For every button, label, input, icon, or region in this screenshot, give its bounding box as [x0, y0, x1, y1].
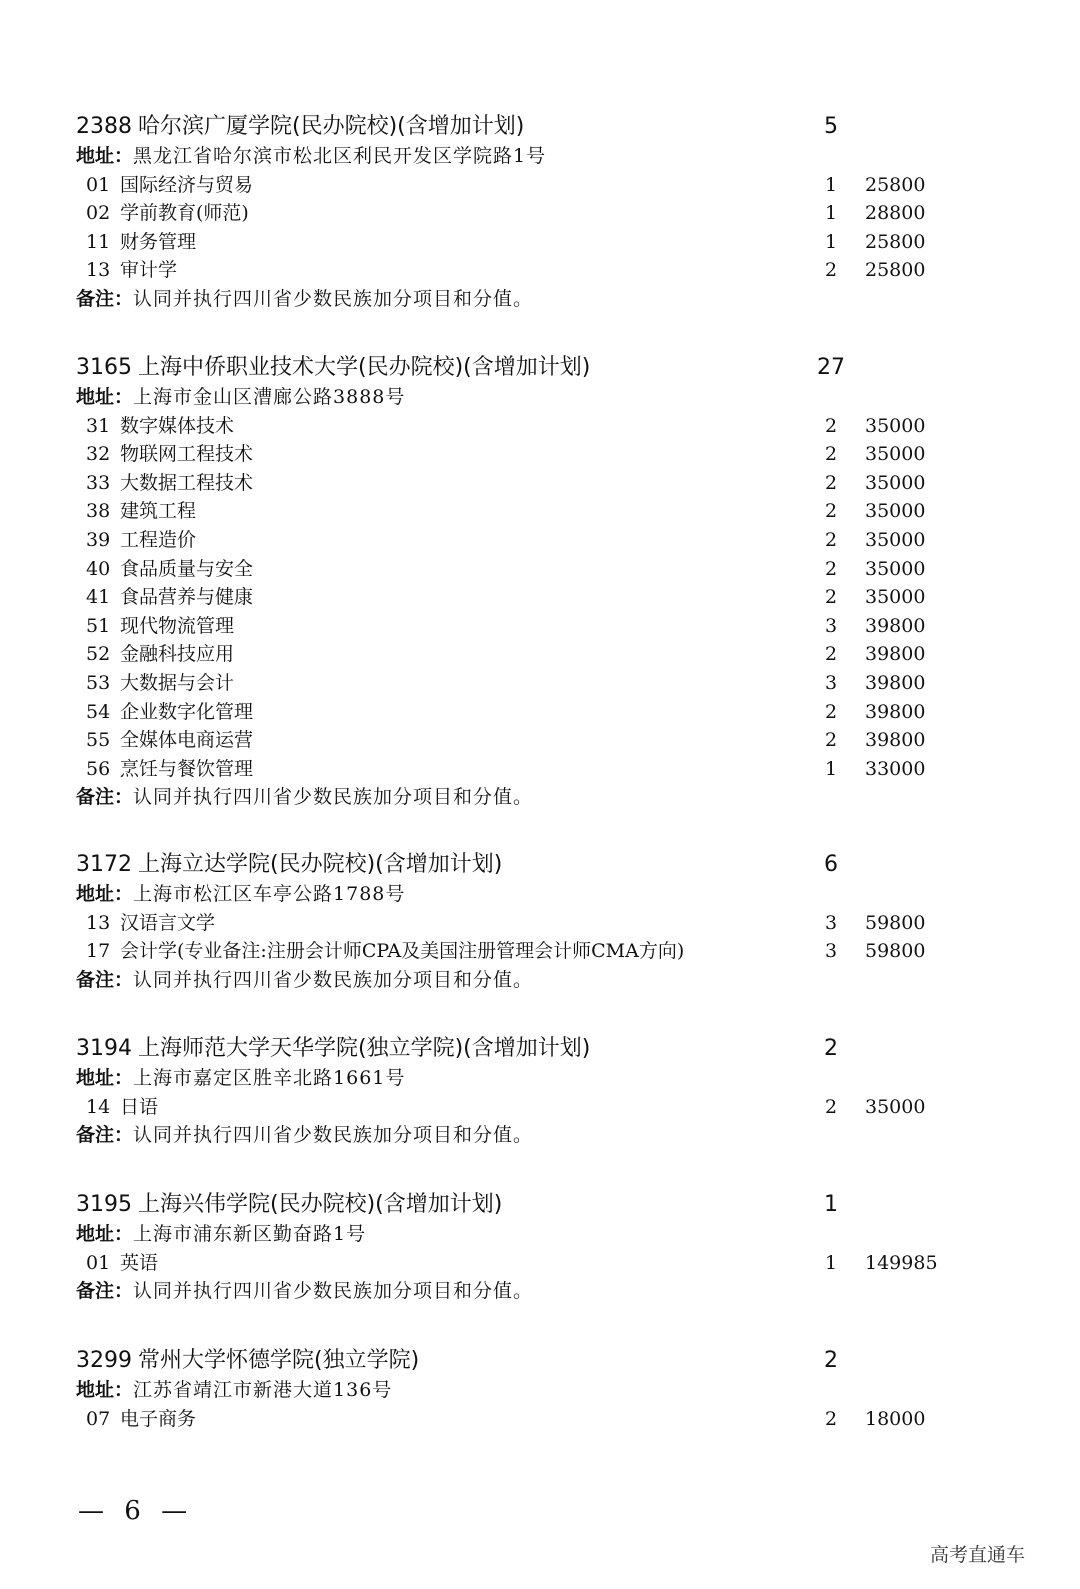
school-header [76, 112, 976, 142]
major-row [76, 412, 976, 441]
major-tuition: 35000 [865, 471, 926, 494]
major-name: 企业数字化管理 [120, 700, 254, 723]
address-label: 地址： [76, 1067, 134, 1089]
major-row [76, 909, 976, 938]
school-header [76, 353, 976, 383]
school-plan-total: 6 [824, 852, 838, 877]
address-label: 地址： [76, 386, 134, 408]
note-label: 备注： [76, 1280, 134, 1303]
major-plan-count: 2 [824, 700, 838, 723]
address-value: 上海市嘉定区胜辛北路1661号 [133, 1067, 406, 1089]
major-plan-count: 2 [824, 528, 838, 551]
address-label: 地址： [76, 1223, 134, 1245]
major-plan-count: 1 [824, 757, 838, 780]
major-name: 工程造价 [120, 528, 197, 551]
school-header [76, 1346, 976, 1376]
major-code: 13 [86, 259, 111, 282]
major-tuition: 35000 [865, 586, 926, 609]
major-code: 13 [86, 911, 111, 934]
school-note [76, 966, 976, 995]
major-plan-count: 1 [824, 173, 838, 196]
school-note [76, 1277, 976, 1306]
note-label: 备注： [76, 968, 134, 991]
major-code: 14 [86, 1095, 111, 1118]
major-row [76, 612, 976, 641]
school-address [76, 383, 976, 412]
major-tuition: 35000 [865, 414, 926, 437]
major-code: 07 [86, 1407, 111, 1430]
major-code: 32 [86, 443, 111, 466]
major-row [76, 526, 976, 555]
major-row [76, 1405, 976, 1434]
address-label: 地址： [76, 883, 134, 905]
major-name: 烹饪与餐饮管理 [120, 757, 254, 780]
major-tuition: 25800 [865, 230, 926, 253]
major-plan-count: 2 [824, 443, 838, 466]
major-name: 英语 [120, 1251, 159, 1274]
note-value: 认同并执行四川省少数民族加分项目和分值。 [133, 968, 534, 991]
school-block [76, 1346, 976, 1433]
major-tuition: 39800 [865, 671, 926, 694]
major-code: 55 [86, 729, 111, 752]
major-name: 物联网工程技术 [120, 443, 254, 466]
major-plan-count: 2 [824, 586, 838, 609]
major-plan-count: 2 [824, 414, 838, 437]
school-address [76, 1220, 976, 1249]
major-code: 56 [86, 757, 111, 780]
major-tuition: 59800 [865, 911, 926, 934]
major-name: 日语 [120, 1095, 159, 1118]
major-tuition: 35000 [865, 557, 926, 580]
major-tuition: 25800 [865, 259, 926, 282]
school-name: 上海立达学院(民办院校)(含增加计划) [138, 852, 503, 877]
major-tuition: 35000 [865, 1095, 926, 1118]
major-tuition: 33000 [865, 757, 926, 780]
school-block [76, 850, 976, 994]
major-code: 53 [86, 671, 111, 694]
major-tuition: 18000 [865, 1407, 926, 1430]
major-code: 39 [86, 528, 111, 551]
major-name: 大数据与会计 [120, 671, 235, 694]
school-block [76, 353, 976, 812]
major-code: 17 [86, 940, 111, 963]
address-value: 上海市松江区车亭公路1788号 [133, 883, 406, 905]
school-address [76, 1376, 976, 1405]
note-label: 备注： [76, 1124, 134, 1147]
major-tuition: 25800 [865, 173, 926, 196]
major-tuition: 35000 [865, 528, 926, 551]
major-plan-count: 2 [824, 557, 838, 580]
address-value: 上海市浦东新区勤奋路1号 [133, 1223, 367, 1245]
major-name: 食品营养与健康 [120, 586, 254, 609]
major-plan-count: 2 [824, 1095, 838, 1118]
major-row [76, 199, 976, 228]
school-address [76, 880, 976, 909]
school-header [76, 850, 976, 880]
school-note [76, 285, 976, 314]
major-row [76, 497, 976, 526]
major-name: 食品质量与安全 [120, 557, 254, 580]
school-block [76, 112, 976, 314]
major-plan-count: 3 [824, 911, 838, 934]
major-name: 会计学(专业备注:注册会计师CPA及美国注册管理会计师CMA方向) [120, 940, 685, 963]
major-row [76, 228, 976, 257]
major-tuition: 35000 [865, 443, 926, 466]
address-value: 江苏省靖江市新港大道136号 [133, 1379, 393, 1401]
major-plan-count: 2 [824, 259, 838, 282]
major-plan-count: 3 [824, 671, 838, 694]
watermark-text: 高考直通车 [930, 1544, 1026, 1566]
major-name: 金融科技应用 [120, 643, 235, 666]
school-plan-total: 1 [824, 1192, 838, 1217]
major-row [76, 440, 976, 469]
school-code: 3172 [76, 852, 132, 877]
major-plan-count: 1 [824, 230, 838, 253]
school-plan-total: 27 [817, 355, 845, 380]
school-name: 常州大学怀德学院(独立学院) [138, 1348, 420, 1373]
major-row [76, 583, 976, 612]
major-code: 51 [86, 614, 111, 637]
major-code: 01 [86, 173, 111, 196]
major-plan-count: 2 [824, 471, 838, 494]
school-name: 上海师范大学天华学院(独立学院)(含增加计划) [138, 1036, 591, 1061]
note-value: 认同并执行四川省少数民族加分项目和分值。 [133, 1280, 534, 1303]
major-row [76, 256, 976, 285]
major-tuition: 39800 [865, 729, 926, 752]
major-code: 40 [86, 557, 111, 580]
school-plan-total: 2 [824, 1348, 838, 1373]
note-label: 备注： [76, 786, 134, 809]
major-tuition: 39800 [865, 700, 926, 723]
major-plan-count: 3 [824, 940, 838, 963]
major-tuition: 35000 [865, 500, 926, 523]
school-header [76, 1034, 976, 1064]
major-code: 52 [86, 643, 111, 666]
major-row [76, 755, 976, 784]
page-number: — 6 — [78, 1496, 194, 1526]
school-name: 哈尔滨广厦学院(民办院校)(含增加计划) [138, 114, 525, 139]
school-code: 2388 [76, 114, 132, 139]
major-code: 54 [86, 700, 111, 723]
major-name: 电子商务 [120, 1407, 197, 1430]
note-label: 备注： [76, 287, 134, 310]
note-value: 认同并执行四川省少数民族加分项目和分值。 [133, 1124, 534, 1147]
major-row [76, 937, 976, 966]
note-value: 认同并执行四川省少数民族加分项目和分值。 [133, 786, 534, 809]
major-name: 数字媒体技术 [120, 414, 235, 437]
major-row [76, 469, 976, 498]
note-value: 认同并执行四川省少数民族加分项目和分值。 [133, 287, 534, 310]
school-plan-total: 2 [824, 1036, 838, 1061]
address-label: 地址： [76, 145, 134, 167]
school-note [76, 783, 976, 812]
school-plan-total: 5 [824, 114, 838, 139]
major-row [76, 698, 976, 727]
school-note [76, 1121, 976, 1150]
major-code: 31 [86, 414, 111, 437]
major-row [76, 669, 976, 698]
major-tuition: 28800 [865, 202, 926, 225]
major-row [76, 171, 976, 200]
major-tuition: 39800 [865, 643, 926, 666]
major-plan-count: 2 [824, 643, 838, 666]
major-row [76, 555, 976, 584]
major-plan-count: 1 [824, 1251, 838, 1274]
major-name: 财务管理 [120, 230, 197, 253]
major-row [76, 1093, 976, 1122]
school-code: 3299 [76, 1348, 132, 1373]
major-plan-count: 2 [824, 500, 838, 523]
school-header [76, 1190, 976, 1220]
major-code: 01 [86, 1251, 111, 1274]
major-name: 审计学 [120, 259, 178, 282]
major-tuition: 59800 [865, 940, 926, 963]
school-code: 3194 [76, 1036, 132, 1061]
major-name: 全媒体电商运营 [120, 729, 254, 752]
school-block [76, 1190, 976, 1306]
major-tuition: 149985 [865, 1251, 938, 1274]
school-address [76, 142, 976, 171]
school-name: 上海中侨职业技术大学(民办院校)(含增加计划) [138, 355, 591, 380]
major-name: 现代物流管理 [120, 614, 235, 637]
major-code: 11 [86, 230, 111, 253]
major-name: 学前教育(师范) [120, 202, 249, 225]
school-block [76, 1034, 976, 1150]
major-name: 汉语言文学 [120, 911, 216, 934]
major-row [76, 726, 976, 755]
major-code: 41 [86, 586, 111, 609]
major-plan-count: 2 [824, 729, 838, 752]
major-tuition: 39800 [865, 614, 926, 637]
address-label: 地址： [76, 1379, 134, 1401]
major-code: 38 [86, 500, 111, 523]
major-row [76, 640, 976, 669]
major-code: 02 [86, 202, 111, 225]
school-name: 上海兴伟学院(民办院校)(含增加计划) [138, 1192, 503, 1217]
school-code: 3165 [76, 355, 132, 380]
major-name: 建筑工程 [120, 500, 197, 523]
school-code: 3195 [76, 1192, 132, 1217]
major-code: 33 [86, 471, 111, 494]
major-row [76, 1249, 976, 1278]
address-value: 上海市金山区漕廊公路3888号 [133, 386, 406, 408]
major-name: 国际经济与贸易 [120, 173, 254, 196]
major-plan-count: 1 [824, 202, 838, 225]
major-plan-count: 3 [824, 614, 838, 637]
major-name: 大数据工程技术 [120, 471, 254, 494]
address-value: 黑龙江省哈尔滨市松北区利民开发区学院路1号 [133, 145, 547, 167]
major-plan-count: 2 [824, 1407, 838, 1430]
school-address [76, 1064, 976, 1093]
